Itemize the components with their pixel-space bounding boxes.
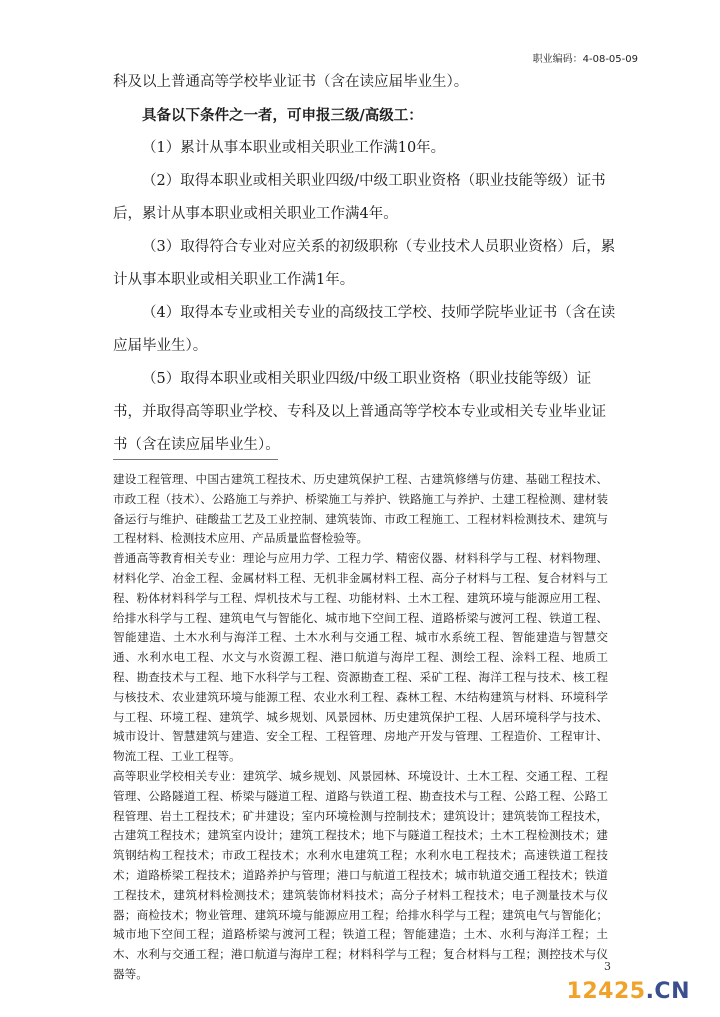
watermark-logo: [567, 979, 690, 1004]
footnote: [113, 470, 608, 985]
paragraph-continuation: 科及以上普通高等学校毕业证书（含在读应届毕业生）。: [113, 74, 469, 90]
condition-item-3: （3）取得符合专业对应关系的初级职称（专业技术人员职业资格）后，累计从事本职业或相关职业工作满1年。: [113, 239, 616, 288]
footnote-paragraph: 建设工程管理、中国古建筑工程技术、历史建筑保护工程、古建筑修缮与仿建、基础工程技术、市政工程（技术）、公路施工与养护、桥梁施工与养护、铁路施工与养护、土建工程检测、建材装备运行与维护、硅酸盐工艺及工业控制、建筑装饰、市政工程施工、工程材料检测技术、建筑与工程材料、检测技术应用、产品质量监督检验等。: [113, 472, 608, 546]
footnote-paragraph: 高等职业学校相关专业：建筑学、城乡规划、风景园林、环境设计、土木工程、交通工程、工程管理、公路隧道工程、桥梁与隧道工程、道路与铁道工程、勘查技术与工程、公路工程、公路工程管理、岩土工程技术；矿井建设；室内环境检测与控制技术；建筑设计；建筑装饰工程技术，古建筑工程技术；建筑室内设计；建筑工程技术；地下与隧道工程技术；土木工程检测技术；建筑钢结构工程技术；市政工程技术；水利水电建筑工程；水利水电工程技术；高速铁道工程技术；道路桥梁工程技术；道路养护与管理；港口与航道工程技术；城市轨道交通工程技术；铁道工程技术，建筑材料检测技术；建筑装饰材料技术；高分子材料工程技术；电子测量技术与仪器；商检技术；物业管理、建筑环境与能源应用工程；给排水科学与工程；建筑电气与智能化；城市地下空间工程；道路桥梁与渡河工程；铁道工程；智能建造；土木、水利与海洋工程；土木、水利与交通工程；港口航道与海岸工程；材料科学与工程；复合材料与工程；测控技术与仪器等。: [113, 768, 608, 981]
section-heading: 具备以下条件之一者，可申报三级/高级工：: [142, 107, 423, 124]
footnote-paragraph: 普通高等教育相关专业：理论与应用力学、工程力学、精密仪器、材料科学与工程、材料物理、材料化学、冶金工程、金属材料工程、无机非金属材料工程、高分子材料与工程、复合材料与工程、粉体材料科学与工程、焊机技术与工程、功能材料、土木工程、建筑环境与能源应用工程、给排水科学与工程、建筑电气与智能化、城市地下空间工程、道路桥梁与渡河工程、铁道工程、智能建造、土木水利与海洋工程、土木水利与交通工程、城市水系统工程、智能建造与智慧交通、水利水电工程、水文与水资源工程、港口航道与海岸工程、测绘工程、涂料工程、地质工程、勘查技术与工程、地下水科学与工程、资源勘查工程、采矿工程、海洋工程与技术、核工程与核技术、农业建筑环境与能源工程、农业水利工程、森林工程、木结构建筑与材料、环境科学与工程、环境工程、建筑学、城乡规划、风景园林、历史建筑保护工程、人居环境科学与技术、城市设计、智慧建筑与建造、安全工程、工程管理、房地产开发与管理、工程造价、工程审计、物流工程、工业工程等。: [113, 551, 608, 764]
page-number: 3: [604, 960, 611, 973]
footnote-divider: [113, 459, 278, 460]
condition-item-2: （2）取得本职业或相关职业四级/中级工职业资格（职业技能等级）证书后，累计从事本职业或相关职业工作满4年。: [113, 173, 606, 222]
condition-item-4: （4）取得本专业或相关专业的高级技工学校、技师学院毕业证书（含在读应届毕业生）。: [113, 305, 616, 354]
watermark-number: 12425: [566, 979, 646, 1004]
main-text: [113, 66, 618, 462]
condition-item-5: （5）取得本职业或相关职业四级/中级工职业资格（职业技能等级）证书，并取得高等职业学校、专科及以上普通高等学校本专业或相关专业毕业证书（含在读应届毕业生）。: [113, 371, 606, 453]
occupation-code: 职业编码：4-08-05-09: [532, 54, 638, 65]
condition-item-1: （1）累计从事本职业或相关职业工作满10年。: [142, 140, 446, 156]
watermark-domain: .CN: [645, 979, 690, 1004]
